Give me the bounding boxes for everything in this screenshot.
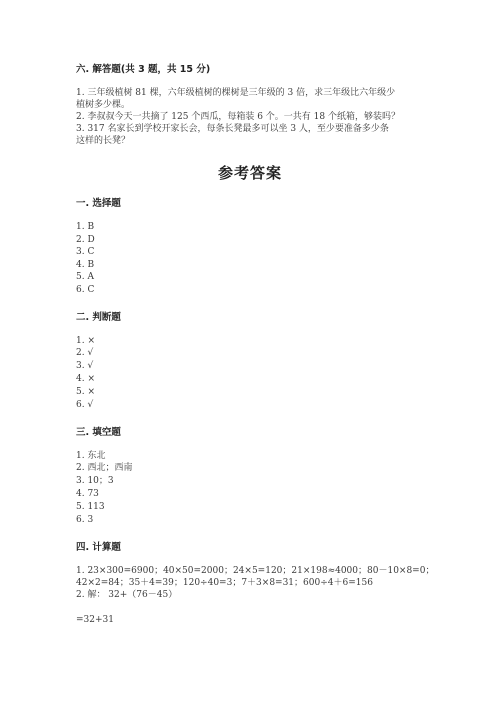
answer-key-title: 参考答案 — [217, 164, 282, 182]
choice-answer-4: 4. B — [76, 260, 95, 270]
judge-heading: 二. 判断题 — [76, 312, 121, 323]
fill-answer-2: 2. 西北；西南 — [76, 463, 133, 473]
section-6-heading: 六. 解答题(共 3 题，共 15 分) — [76, 64, 211, 75]
calc-line-3: 2. 解： 32+（76－45） — [76, 590, 178, 600]
fill-heading: 三. 填空题 — [76, 427, 121, 438]
choice-answer-3: 3. C — [76, 247, 95, 257]
judge-answer-2: 2. √ — [76, 348, 94, 358]
fill-answer-6: 6. 3 — [76, 515, 94, 525]
fill-answer-1: 1. 东北 — [76, 451, 106, 461]
calc-line-1: 1. 23×300=6900；40×50=2000；24×5=120；21×198≈4000；80－10×8=0； — [76, 566, 435, 576]
calc-heading: 四. 计算题 — [76, 542, 121, 553]
judge-answer-3: 3. √ — [76, 361, 94, 371]
judge-answer-1: 1. × — [76, 336, 95, 346]
judge-answer-4: 4. × — [76, 374, 95, 384]
choice-heading: 一. 选择题 — [76, 198, 121, 209]
choice-answer-1: 1. B — [76, 222, 95, 232]
fill-answer-5: 5. 113 — [76, 502, 105, 512]
problem-1-line-2: 植树多少棵。 — [76, 100, 131, 110]
choice-answer-2: 2. D — [76, 235, 95, 245]
judge-answer-6: 6. √ — [76, 400, 94, 410]
problem-2-line: 2. 李叔叔今天一共摘了 125 个西瓜，每箱装 6 个。一共有 18 个纸箱，够装吗？ — [76, 112, 400, 122]
choice-answer-6: 6. C — [76, 285, 95, 295]
judge-answer-5: 5. × — [76, 387, 95, 397]
problem-1-line-1: 1. 三年级植树 81 棵，六年级植树的棵树是三年级的 3 倍，求三年级比六年级少 — [76, 88, 396, 98]
fill-answer-4: 4. 73 — [76, 489, 99, 499]
choice-answer-5: 5. A — [76, 272, 94, 282]
problem-3-line-1: 3. 317 名家长到学校开家长会，每条长凳最多可以坐 3 人，至少要准备多少条 — [76, 124, 389, 134]
calc-line-4: =32+31 — [76, 615, 114, 625]
problem-3-line-2: 这样的长凳？ — [76, 136, 131, 146]
calc-line-2: 42×2=84；35＋4=39；120÷40=3；7＋3×8=31；600÷4＋6=156 — [76, 578, 373, 588]
fill-answer-3: 3. 10；3 — [76, 476, 114, 486]
